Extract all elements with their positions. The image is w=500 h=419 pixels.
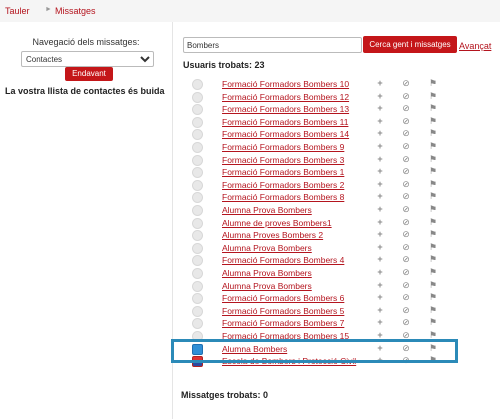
users-found-heading: Usuaris trobats: 23	[183, 60, 265, 70]
plus-icon[interactable]: +	[377, 191, 383, 202]
search-button[interactable]: Cerca gent i missatges	[363, 36, 457, 53]
flag-icon[interactable]: ⚑	[428, 254, 438, 265]
plus-icon[interactable]: +	[377, 204, 383, 214]
flag-icon[interactable]: ⚑	[428, 141, 438, 151]
block-icon[interactable]: ⊘	[402, 330, 410, 340]
user-name-link[interactable]: Formació Formadors Bombers 14	[222, 129, 350, 140]
avatar	[192, 192, 203, 203]
plus-icon[interactable]: +	[377, 178, 383, 189]
block-icon[interactable]: ⊘	[402, 90, 410, 101]
navigation-panel	[0, 22, 172, 419]
user-name-link[interactable]: Formació Formadors Bombers 7	[222, 318, 345, 329]
search-input[interactable]	[183, 37, 362, 53]
flag-icon[interactable]: ⚑	[428, 342, 438, 353]
flag-icon[interactable]: ⚑	[428, 204, 438, 214]
user-row	[188, 280, 450, 293]
user-name-link[interactable]: Formació Formadors Bombers 3	[222, 154, 345, 165]
breadcrumb	[0, 0, 500, 22]
user-row	[188, 103, 450, 116]
user-name-link[interactable]: Formació Formadors Bombers 5	[222, 305, 345, 316]
plus-icon[interactable]: +	[377, 103, 383, 114]
user-name-link[interactable]: Alumna Prova Bombers	[222, 205, 312, 215]
user-row	[188, 128, 450, 141]
user-row	[188, 204, 450, 217]
block-icon[interactable]: ⊘	[402, 229, 410, 240]
plus-icon[interactable]: +	[377, 141, 383, 151]
highlight-box	[171, 339, 458, 366]
block-icon[interactable]: ⊘	[402, 78, 410, 88]
user-name-link[interactable]: Formació Formadors Bombers 9	[222, 142, 345, 152]
user-row	[188, 229, 450, 242]
avatar	[192, 230, 203, 241]
block-icon[interactable]: ⊘	[402, 141, 410, 151]
plus-icon[interactable]: +	[377, 115, 383, 126]
user-name-link[interactable]: Formació Formadors Bombers 6	[222, 293, 345, 304]
user-row	[188, 179, 450, 192]
flag-icon[interactable]: ⚑	[428, 267, 438, 277]
avatar	[192, 268, 203, 279]
plus-icon[interactable]: +	[377, 216, 383, 227]
flag-icon[interactable]: ⚑	[428, 115, 438, 126]
user-row	[188, 317, 450, 330]
flag-icon[interactable]: ⚑	[428, 279, 438, 290]
flag-icon[interactable]: ⚑	[428, 191, 438, 202]
block-icon[interactable]: ⊘	[402, 292, 410, 303]
user-row	[188, 116, 450, 129]
user-name-link[interactable]: Formació Formadors Bombers 1	[222, 167, 345, 178]
user-row	[188, 141, 450, 154]
plus-icon[interactable]: +	[377, 166, 383, 177]
user-name-link[interactable]: Alumna Bombers	[222, 343, 288, 354]
plus-icon[interactable]: +	[377, 153, 383, 164]
avatar	[192, 92, 203, 103]
avatar	[192, 104, 203, 115]
flag-icon[interactable]: ⚑	[428, 90, 438, 101]
flag-icon[interactable]: ⚑	[428, 216, 438, 227]
flag-icon[interactable]: ⚑	[428, 292, 438, 303]
avatar	[192, 243, 203, 254]
block-icon[interactable]: ⊘	[402, 166, 410, 177]
flag-icon[interactable]: ⚑	[428, 178, 438, 189]
block-icon[interactable]: ⊘	[402, 342, 410, 353]
flag-icon[interactable]: ⚑	[428, 317, 438, 328]
user-name-link[interactable]: Formació Formadors Bombers 4	[222, 255, 345, 266]
plus-icon[interactable]: +	[377, 241, 383, 252]
user-name-link[interactable]: Escola de Bombers i Protecció Civil	[222, 356, 357, 367]
user-name-link[interactable]: Formació Formadors Bombers 11	[222, 116, 349, 127]
user-name-link[interactable]: Formació Formadors Bombers 13	[222, 104, 350, 115]
go-button[interactable]: Endavant	[65, 67, 113, 81]
flag-icon[interactable]: ⚑	[428, 128, 438, 139]
navigation-select[interactable]	[21, 51, 154, 67]
block-icon[interactable]: ⊘	[402, 178, 410, 189]
avatar	[192, 129, 203, 140]
user-name-link[interactable]: Formació Formadors Bombers 15	[222, 331, 350, 341]
block-icon[interactable]: ⊘	[402, 204, 410, 214]
block-icon[interactable]: ⊘	[402, 317, 410, 328]
avatar	[192, 79, 203, 90]
user-row	[188, 191, 450, 204]
flag-icon[interactable]: ⚑	[428, 355, 438, 366]
flag-icon[interactable]: ⚑	[428, 153, 438, 164]
breadcrumb-current-link[interactable]: Missatges	[55, 6, 96, 16]
avatar	[192, 293, 203, 304]
avatar	[192, 167, 203, 178]
navigation-label: Navegació dels missatges:	[32, 37, 140, 47]
block-icon[interactable]: ⊘	[402, 153, 410, 164]
user-row	[188, 91, 450, 104]
user-row	[188, 305, 450, 318]
avatar	[192, 155, 203, 166]
plus-icon[interactable]: +	[377, 342, 383, 353]
block-icon[interactable]: ⊘	[402, 115, 410, 126]
user-name-link[interactable]: Alumna Prova Bombers	[222, 280, 312, 291]
plus-icon[interactable]: +	[377, 355, 383, 366]
block-icon[interactable]: ⊘	[402, 103, 410, 114]
plus-icon[interactable]: +	[377, 317, 383, 328]
user-row	[188, 254, 450, 267]
avatar	[192, 142, 203, 153]
user-row	[188, 154, 450, 167]
user-name-link[interactable]: Formació Formadors Bombers 10	[222, 79, 350, 89]
user-row	[188, 292, 450, 305]
user-row	[188, 217, 450, 230]
flag-icon[interactable]: ⚑	[428, 229, 438, 240]
block-icon[interactable]: ⊘	[402, 279, 410, 290]
user-name-link[interactable]: Alumna Prova Bombers	[222, 242, 312, 253]
messages-found-heading: Missatges trobats: 0	[181, 390, 269, 400]
empty-contacts-text: La vostra llista de contactes és buida	[5, 86, 165, 96]
plus-icon[interactable]: +	[377, 128, 383, 139]
block-icon[interactable]: ⊘	[402, 304, 410, 315]
user-name-link[interactable]: Formació Formadors Bombers 2	[222, 179, 345, 190]
breadcrumb-separator-icon: ►	[45, 6, 52, 13]
avatar	[192, 318, 203, 329]
flag-icon[interactable]: ⚑	[428, 166, 438, 177]
user-name-link[interactable]: Alumna Prova Bombers	[222, 268, 312, 278]
plus-icon[interactable]: +	[377, 229, 383, 240]
user-row	[188, 166, 450, 179]
block-icon[interactable]: ⊘	[402, 191, 410, 202]
user-name-link[interactable]: Alumna Proves Bombers 2	[222, 230, 324, 241]
block-icon[interactable]: ⊘	[402, 355, 410, 366]
advanced-search-link[interactable]: Avançat	[459, 41, 492, 51]
plus-icon[interactable]: +	[377, 292, 383, 303]
plus-icon[interactable]: +	[377, 78, 383, 88]
user-name-link[interactable]: Alumne de proves Bombers1	[222, 217, 332, 228]
plus-icon[interactable]: +	[377, 304, 383, 315]
avatar	[192, 255, 203, 266]
flag-icon[interactable]: ⚑	[428, 330, 438, 340]
block-icon[interactable]: ⊘	[402, 216, 410, 227]
flag-icon[interactable]: ⚑	[428, 241, 438, 252]
avatar	[192, 281, 203, 292]
user-name-link[interactable]: Formació Formadors Bombers 8	[222, 192, 345, 203]
avatar	[192, 306, 203, 317]
block-icon[interactable]: ⊘	[402, 267, 410, 277]
plus-icon[interactable]: +	[377, 279, 383, 290]
plus-icon[interactable]: +	[377, 267, 383, 277]
breadcrumb-home-link[interactable]: Tauler	[5, 6, 30, 16]
block-icon[interactable]: ⊘	[402, 254, 410, 265]
plus-icon[interactable]: +	[377, 254, 383, 265]
avatar	[192, 205, 203, 216]
flag-icon[interactable]: ⚑	[428, 304, 438, 315]
plus-icon[interactable]: +	[377, 330, 383, 340]
block-icon[interactable]: ⊘	[402, 128, 410, 139]
flag-icon[interactable]: ⚑	[428, 103, 438, 114]
user-name-link[interactable]: Formació Formadors Bombers 12	[222, 91, 350, 102]
user-row	[188, 267, 450, 280]
avatar	[192, 218, 203, 229]
plus-icon[interactable]: +	[377, 90, 383, 101]
user-row	[188, 78, 450, 91]
user-row	[188, 242, 450, 255]
flag-icon[interactable]: ⚑	[428, 78, 438, 88]
avatar	[192, 180, 203, 191]
block-icon[interactable]: ⊘	[402, 241, 410, 252]
avatar	[192, 117, 203, 128]
